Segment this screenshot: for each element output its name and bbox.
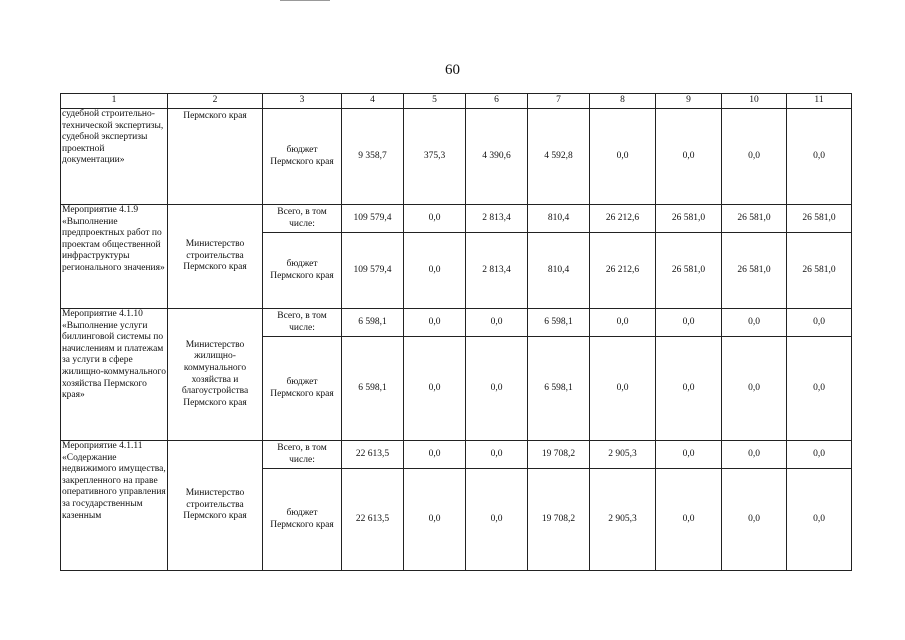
- source-cell: бюджет Пермского края: [263, 469, 342, 571]
- page-number: 60: [445, 62, 460, 78]
- value-cell: 19 708,2: [528, 469, 590, 571]
- value-cell: 0,0: [656, 441, 722, 469]
- value-cell: 9 358,7: [342, 109, 404, 205]
- source-cell: Всего, в том числе:: [263, 205, 342, 233]
- value-cell: 26 212,6: [590, 205, 656, 233]
- value-cell: 0,0: [466, 441, 528, 469]
- table-row: [61, 205, 852, 233]
- executor-cell: Министерство строительства Пермского края: [168, 441, 263, 571]
- value-cell: 0,0: [404, 309, 466, 337]
- source-cell: бюджет Пермского края: [263, 233, 342, 309]
- header-cell: 9: [656, 94, 722, 109]
- value-cell: 0,0: [404, 233, 466, 309]
- value-cell: 0,0: [722, 337, 787, 441]
- value-cell: 0,0: [404, 205, 466, 233]
- header-row: [61, 94, 852, 109]
- value-cell: 6 598,1: [342, 337, 404, 441]
- value-cell: 0,0: [787, 109, 852, 205]
- header-cell: 5: [404, 94, 466, 109]
- value-cell: 0,0: [590, 309, 656, 337]
- source-cell: бюджет Пермского края: [263, 109, 342, 205]
- value-cell: 0,0: [722, 109, 787, 205]
- header-cell: 10: [722, 94, 787, 109]
- header-cell: 11: [787, 94, 852, 109]
- header-cell: 8: [590, 94, 656, 109]
- value-cell: 0,0: [590, 109, 656, 205]
- value-cell: 810,4: [528, 205, 590, 233]
- value-cell: 109 579,4: [342, 233, 404, 309]
- value-cell: 6 598,1: [528, 337, 590, 441]
- value-cell: 375,3: [404, 109, 466, 205]
- value-cell: 26 581,0: [787, 205, 852, 233]
- value-cell: 26 581,0: [787, 233, 852, 309]
- header-cell: 7: [528, 94, 590, 109]
- activity-cell: Мероприятие 4.1.11 «Содержание недвижимого имущества, закрепленного на праве оперативного управления за государственным казенным: [61, 441, 168, 571]
- value-cell: 0,0: [656, 309, 722, 337]
- activity-cell: Мероприятие 4.1.9 «Выполнение предпроектных работ по проектам общественной инфраструктуры регионального значения»: [61, 205, 168, 309]
- executor-cell: Министерство строительства Пермского края: [168, 205, 263, 309]
- header-cell: 4: [342, 94, 404, 109]
- source-cell: Всего, в том числе:: [263, 441, 342, 469]
- executor-cell: Министерство жилищно-коммунального хозяйства и благоустройства Пермского края: [168, 309, 263, 441]
- value-cell: 0,0: [787, 469, 852, 571]
- value-cell: 2 813,4: [466, 205, 528, 233]
- activity-cell: Мероприятие 4.1.10 «Выполнение услуги биллинговой системы по начислениям и платежам за услуги в сфере жилищно-коммунального хозяйства Пермского края»: [61, 309, 168, 441]
- value-cell: 109 579,4: [342, 205, 404, 233]
- value-cell: 6 598,1: [528, 309, 590, 337]
- value-cell: 4 592,8: [528, 109, 590, 205]
- table-row: [61, 109, 852, 205]
- value-cell: 0,0: [466, 337, 528, 441]
- value-cell: 26 581,0: [656, 205, 722, 233]
- value-cell: 2 813,4: [466, 233, 528, 309]
- value-cell: 26 581,0: [722, 205, 787, 233]
- value-cell: 0,0: [404, 337, 466, 441]
- header-cell: 6: [466, 94, 528, 109]
- executor-cell: Пермского края: [168, 109, 263, 205]
- value-cell: 0,0: [787, 441, 852, 469]
- table-row: [61, 309, 852, 337]
- value-cell: 26 581,0: [656, 233, 722, 309]
- value-cell: 0,0: [404, 469, 466, 571]
- value-cell: 0,0: [722, 309, 787, 337]
- value-cell: 0,0: [722, 441, 787, 469]
- top-edge-mark: [280, 0, 330, 1]
- value-cell: 0,0: [656, 109, 722, 205]
- value-cell: 0,0: [656, 337, 722, 441]
- budget-table: [60, 93, 852, 571]
- value-cell: 4 390,6: [466, 109, 528, 205]
- activity-cell: судебной строительно-технической экспертизы, судебной экспертизы проектной документации»: [61, 109, 168, 205]
- value-cell: 0,0: [656, 469, 722, 571]
- header-cell: 2: [168, 94, 263, 109]
- value-cell: 0,0: [404, 441, 466, 469]
- value-cell: 810,4: [528, 233, 590, 309]
- value-cell: 26 581,0: [722, 233, 787, 309]
- value-cell: 0,0: [722, 469, 787, 571]
- value-cell: 22 613,5: [342, 441, 404, 469]
- value-cell: 19 708,2: [528, 441, 590, 469]
- header-cell: 3: [263, 94, 342, 109]
- value-cell: 0,0: [787, 337, 852, 441]
- value-cell: 0,0: [466, 469, 528, 571]
- value-cell: 26 212,6: [590, 233, 656, 309]
- source-cell: Всего, в том числе:: [263, 309, 342, 337]
- table-row: [61, 441, 852, 469]
- value-cell: 22 613,5: [342, 469, 404, 571]
- value-cell: 0,0: [590, 337, 656, 441]
- header-cell: 1: [61, 94, 168, 109]
- value-cell: 0,0: [466, 309, 528, 337]
- value-cell: 6 598,1: [342, 309, 404, 337]
- value-cell: 2 905,3: [590, 469, 656, 571]
- value-cell: 0,0: [787, 309, 852, 337]
- source-cell: бюджет Пермского края: [263, 337, 342, 441]
- value-cell: 2 905,3: [590, 441, 656, 469]
